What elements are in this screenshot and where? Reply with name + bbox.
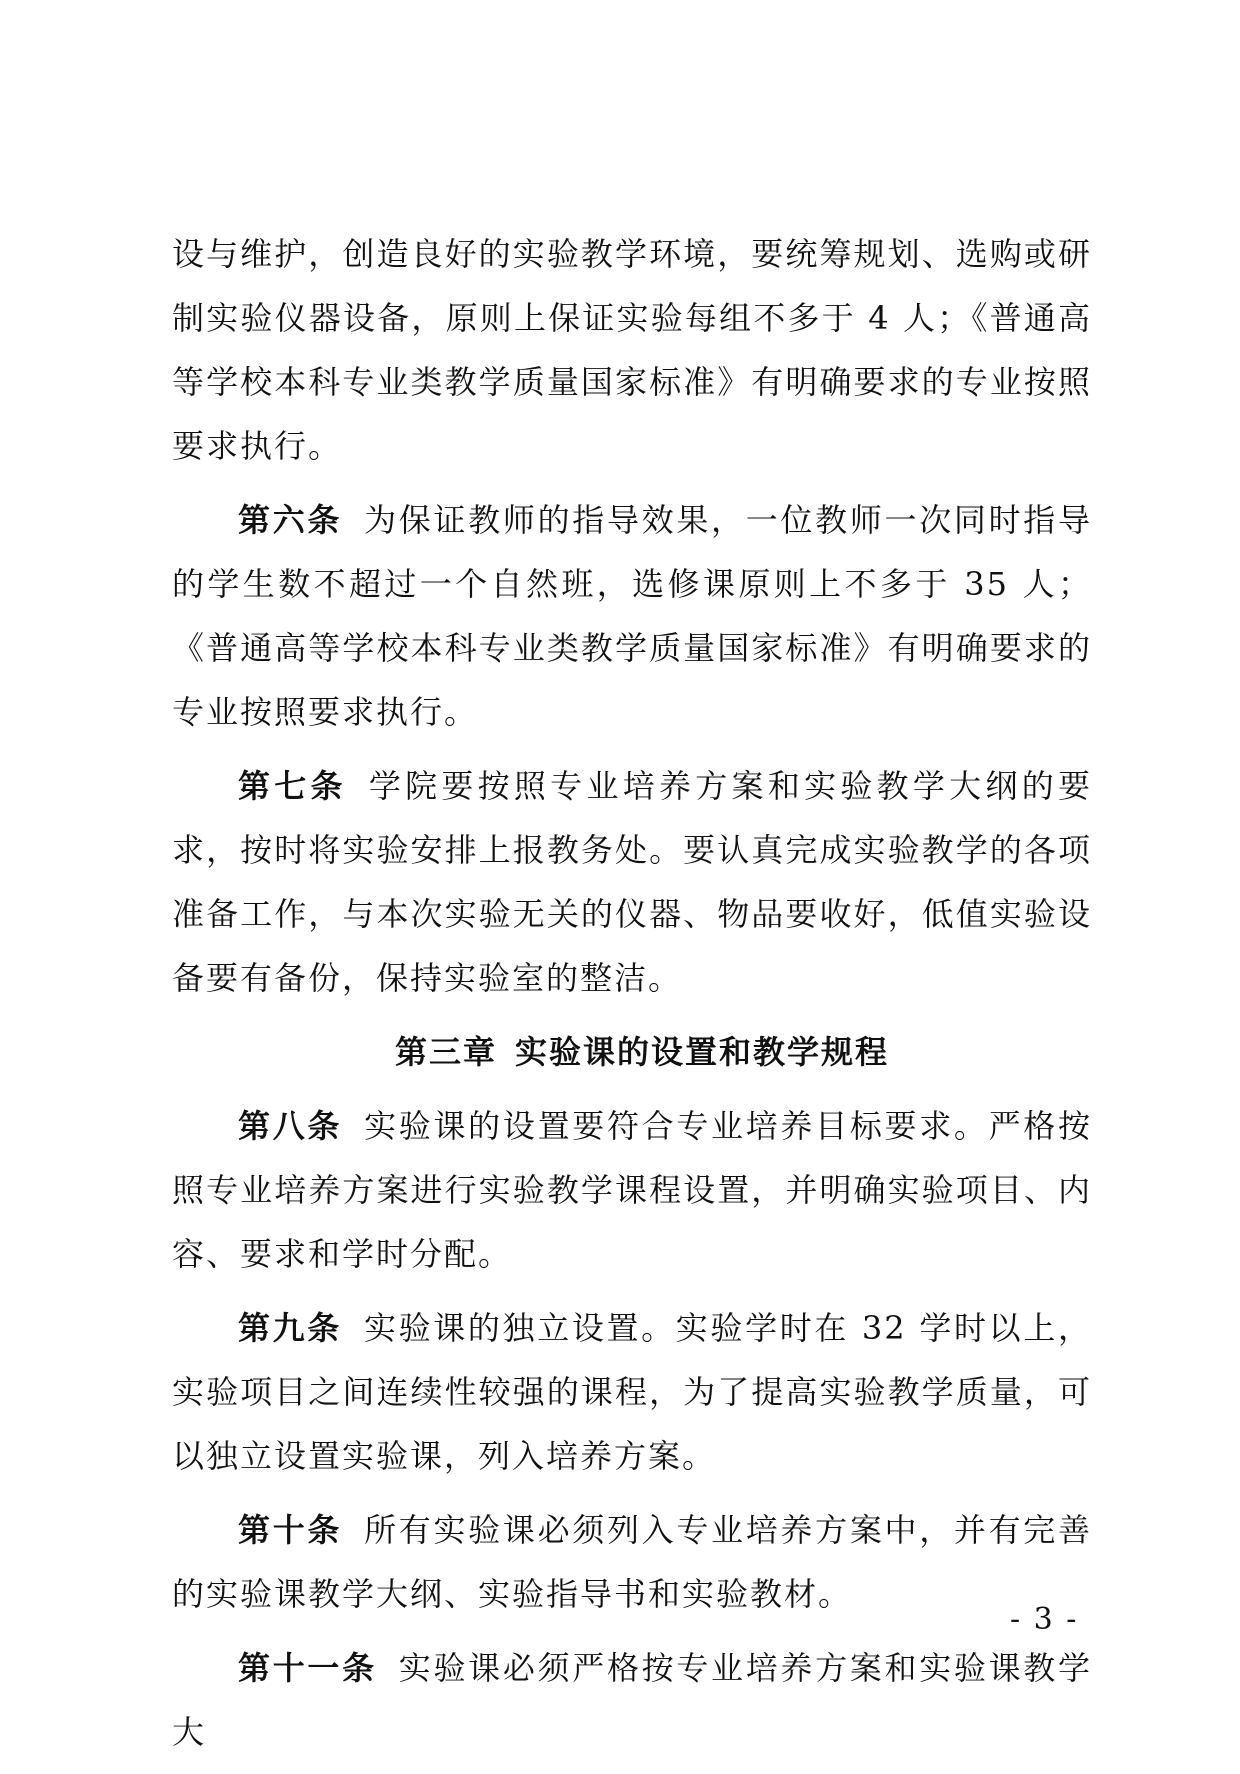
- article-6: [172, 488, 1092, 744]
- article-text: 实验课的设置要符合专业培养目标要求。严格按照专业培养方案进行实验教学课程设置，并明确实验项目、内容、要求和学时分配。: [172, 1107, 1092, 1273]
- article-8: [172, 1094, 1092, 1286]
- paragraph-text: 设与维护，创造良好的实验教学环境，要统筹规划、选购或研制实验仪器设备，原则上保证实验每组不多于 4 人；《普通高等学校本科专业类教学质量国家标准》有明确要求的专业按照要求执行。: [172, 235, 1092, 465]
- article-label: 第十条: [238, 1511, 343, 1549]
- article-label: 第六条: [238, 501, 343, 539]
- article-11: [172, 1636, 1092, 1764]
- document-body: [172, 222, 1092, 1774]
- article-text: 实验课的独立设置。实验学时在 32 学时以上，实验项目之间连续性较强的课程，为了提高实验教学质量，可以独立设置实验课，列入培养方案。: [172, 1309, 1092, 1475]
- chapter-title: 实验课的设置和教学规程: [515, 1033, 890, 1071]
- chapter-heading: [172, 1020, 1092, 1084]
- article-text: 所有实验课必须列入专业培养方案中，并有完善的实验课教学大纲、实验指导书和实验教材。: [172, 1511, 1092, 1613]
- article-7: [172, 754, 1092, 1010]
- article-10: [172, 1498, 1092, 1626]
- article-label: 第八条: [238, 1107, 343, 1145]
- article-text: 实验课必须严格按专业培养方案和实验课教学大: [172, 1649, 1092, 1751]
- page-number: - 3 -: [1010, 1602, 1079, 1637]
- article-text: 为保证教师的指导效果，一位教师一次同时指导的学生数不超过一个自然班，选修课原则上不多于 35 人；《普通高等学校本科专业类教学质量国家标准》有明确要求的专业按照要求执行。: [172, 501, 1092, 731]
- chapter-number: 第三章: [394, 1033, 497, 1071]
- article-label: 第七条: [238, 767, 347, 805]
- article-label: 第十一条: [238, 1649, 377, 1687]
- article-9: [172, 1296, 1092, 1488]
- article-label: 第九条: [238, 1309, 342, 1347]
- paragraph-continued: [172, 222, 1092, 478]
- article-text: 学院要按照专业培养方案和实验教学大纲的要求，按时将实验安排上报教务处。要认真完成实验教学的各项准备工作，与本次实验无关的仪器、物品要收好，低值实验设备要有备份，保持实验室的整洁。: [172, 767, 1092, 997]
